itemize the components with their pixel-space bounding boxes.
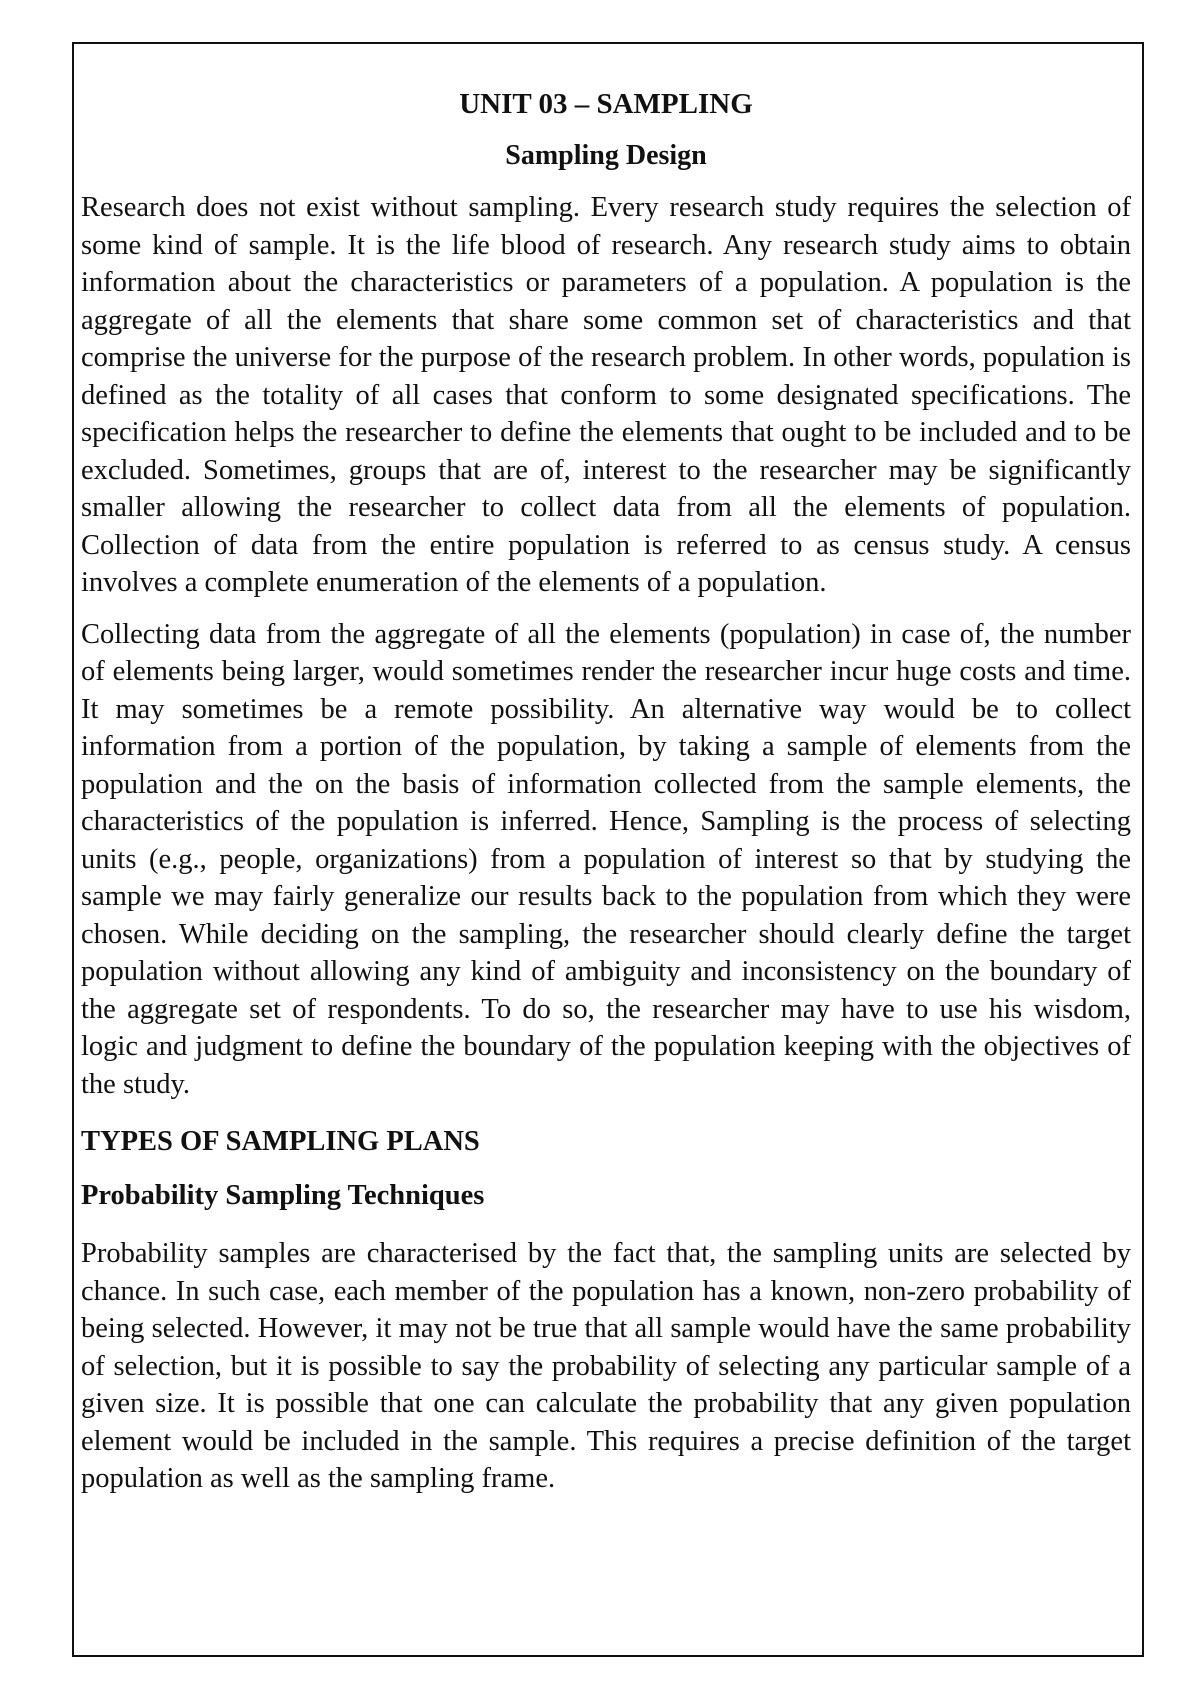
paragraph-probability: Probability samples are characterised by the fact that, the sampling units are selected by chance. In such case, each member of the population has a known, non-zero probability of being selected. However, it may not be true that all sample would have the same probability of selection, but it is possible to say the probability of selecting any particular sample of a given size. It is possible that one can calculate the probability that any given population element would be included in the sample. This requires a precise definition of the target population as well as the sampling frame. — [81, 1238, 1131, 1494]
paragraph-research-intro: Research does not exist without sampling. Every research study requires the selection of some kind of sample. It is the life blood of research. Any research study aims to obtain information about the characteristics or parameters of a population. A population is the aggregate of all the elements that share some common set of characteristics and that comprise the universe for the purpose of the research problem. In other words, population is defined as the totality of all cases that conform to some designated specifications. The specification helps the researcher to define the elements that ought to be included and to be excluded. Sometimes, groups that are of, interest to the researcher may be significantly smaller allowing the researcher to collect data from all the elements of population. Collection of data from the entire population is referred to as census study. A census involves a complete enumeration of the elements of a population. — [81, 192, 1131, 598]
probability-heading: Probability Sampling Techniques — [81, 1180, 485, 1211]
types-heading: TYPES OF SAMPLING PLANS — [81, 1126, 480, 1157]
document-body — [81, 87, 1131, 1512]
paragraph-sampling-definition: Collecting data from the aggregate of all the elements (population) in case of, the number of elements being larger, would sometimes render the researcher incur huge costs and time. It may sometimes be a remote possibility. An alternative way would be to collect information from a portion of the population, by taking a sample of elements from the population and the on the basis of information collected from the sample elements, the characteristics of the population is inferred. Hence, Sampling is the process of selecting units (e.g., people, organizations) from a population of interest so that by studying the sample we may fairly generalize our results back to the population from which they were chosen. While deciding on the sampling, the researcher should clearly define the target population without allowing any kind of ambiguity and inconsistency on the boundary of the aggregate set of respondents. To do so, the researcher may have to use his wisdom, logic and judgment to define the boundary of the population keeping with the objectives of the study. — [81, 618, 1131, 1100]
unit-title: UNIT 03 – SAMPLING — [459, 88, 753, 120]
section-title: Sampling Design — [505, 140, 707, 171]
